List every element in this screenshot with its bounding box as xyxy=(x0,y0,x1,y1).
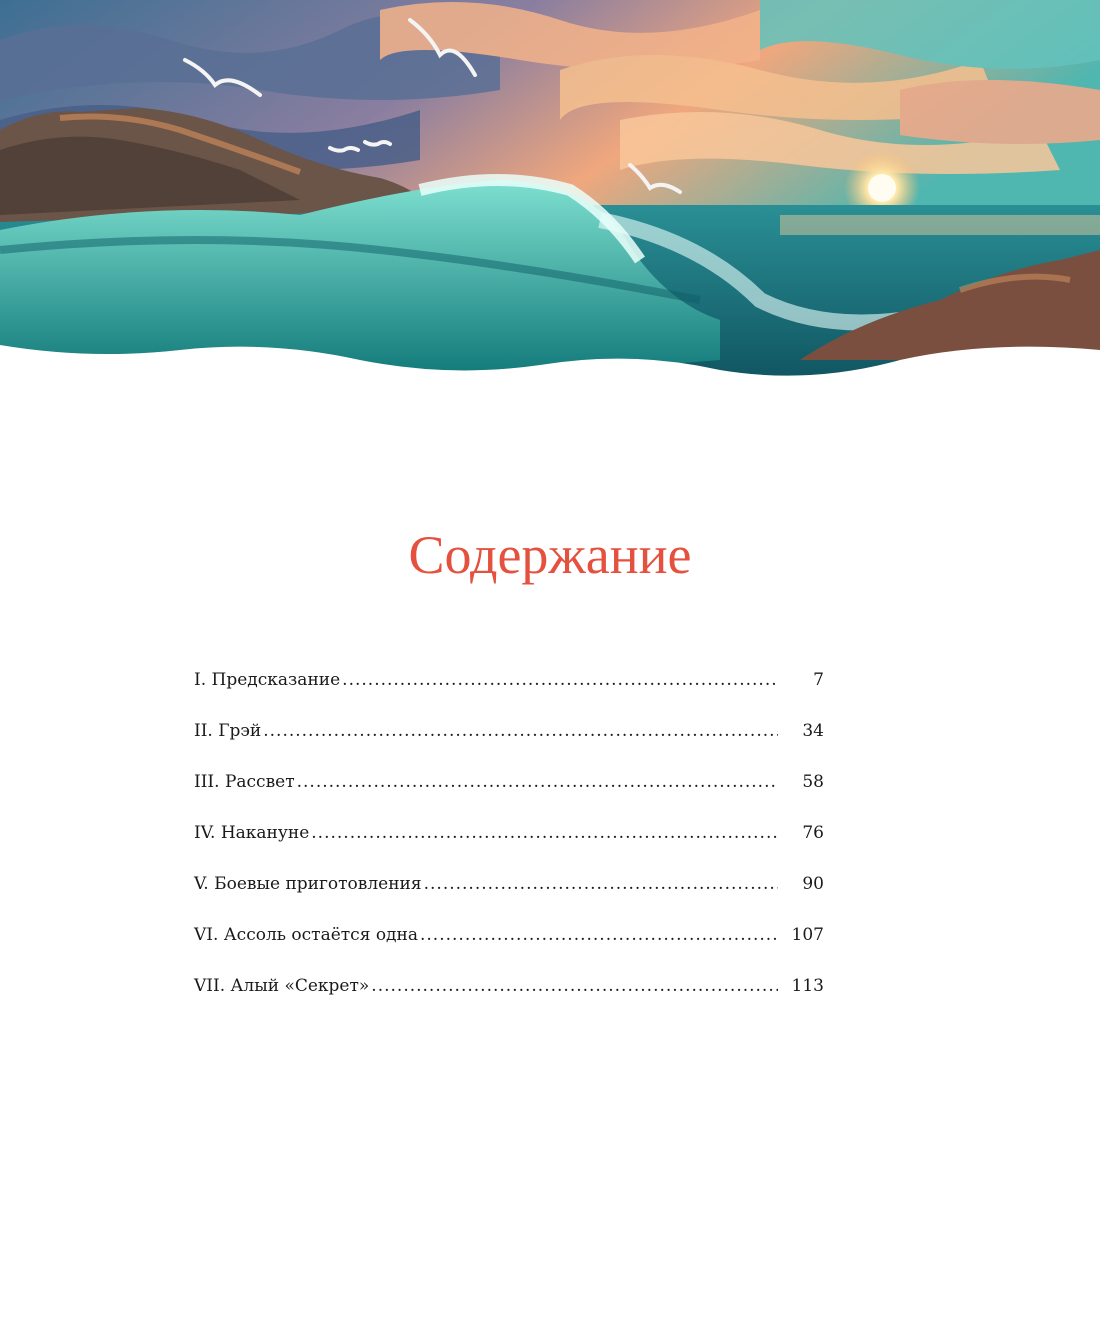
toc-entry-label: VI. Ассоль остаётся одна xyxy=(194,925,418,945)
toc-entry-page: 58 xyxy=(802,772,824,792)
toc-leader-dots xyxy=(297,772,778,792)
toc-entry[interactable] xyxy=(194,772,824,823)
toc-leader-dots xyxy=(311,823,778,843)
toc-leader-dots xyxy=(420,925,778,945)
toc-entry-label: VII. Алый «Секрет» xyxy=(194,976,370,996)
toc-entry-label: I. Предсказание xyxy=(194,670,341,690)
toc-entry-page: 34 xyxy=(802,721,824,741)
toc-entry-label: V. Боевые приготовления xyxy=(194,874,422,894)
toc-entry-label: IV. Накануне xyxy=(194,823,310,843)
toc-entry-page: 7 xyxy=(813,670,824,690)
toc-leader-dots xyxy=(263,721,778,741)
toc-entry-page: 76 xyxy=(802,823,824,843)
toc-entry[interactable] xyxy=(194,721,824,772)
toc-entry-page: 107 xyxy=(791,925,824,945)
toc-entry[interactable] xyxy=(194,670,824,721)
page-title: Содержание xyxy=(408,525,692,585)
toc-entry-page: 113 xyxy=(791,976,824,996)
toc-entry[interactable] xyxy=(194,976,824,1027)
toc-leader-dots xyxy=(424,874,778,894)
toc-entry[interactable] xyxy=(194,925,824,976)
toc-entry[interactable] xyxy=(194,874,824,925)
toc-entry-label: II. Грэй xyxy=(194,721,262,741)
table-of-contents xyxy=(194,670,824,1027)
toc-entry-page: 90 xyxy=(802,874,824,894)
toc-entry[interactable] xyxy=(194,823,824,874)
toc-entry-label: III. Рассвет xyxy=(194,772,295,792)
toc-leader-dots xyxy=(342,670,778,690)
toc-leader-dots xyxy=(371,976,778,996)
seascape-illustration xyxy=(0,0,1100,400)
